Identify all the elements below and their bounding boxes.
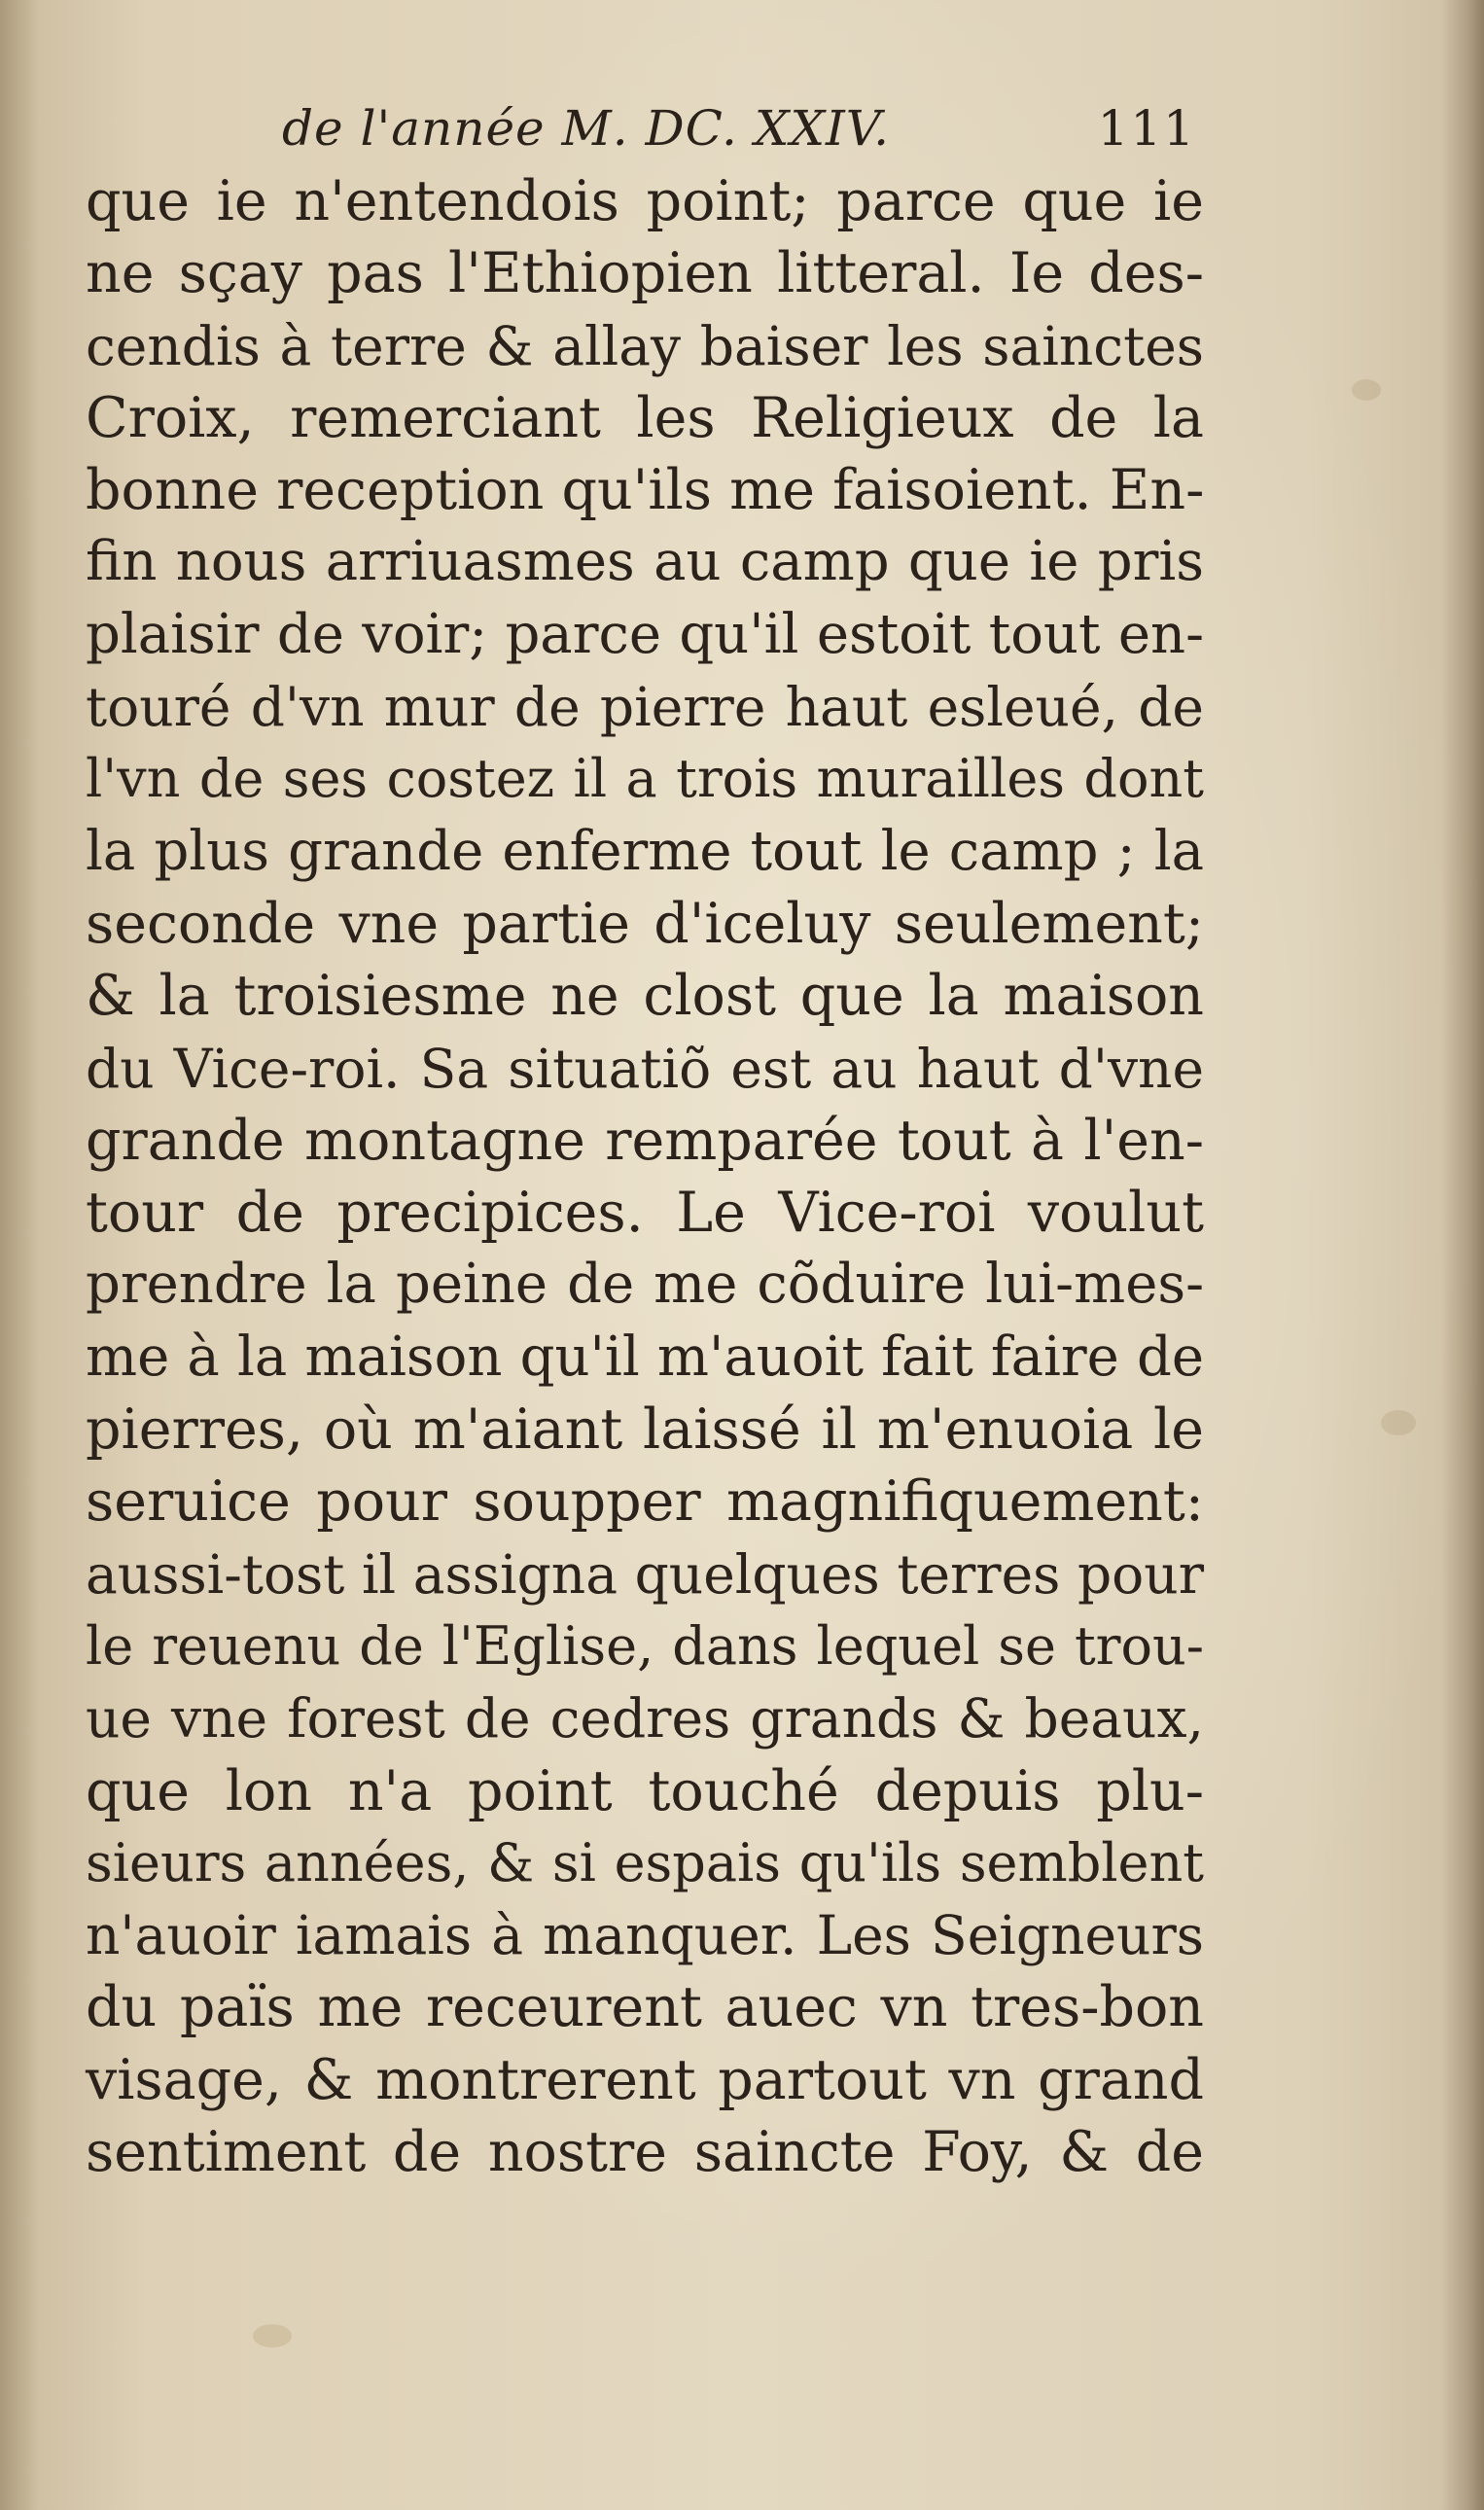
text-line: ne sçay pas l'Ethiopien litteral. Ie des- (86, 241, 1204, 306)
text-line: le reuenu de l'Eglise, dans lequel se trou- (86, 1614, 1204, 1677)
text-line: touré d'vn mur de pierre haut esleué, de (86, 676, 1204, 739)
text-line: cendis à terre & allay baiser les sainctes (86, 314, 1204, 377)
text-line: prendre la peine de me cõduire lui-mes- (86, 1253, 1204, 1317)
page-left-edge-shadow (0, 0, 39, 2510)
page-header (282, 89, 1196, 167)
text-line: visage, & montrerent partout vn grand (86, 2047, 1204, 2112)
text-line: ue vne forest de cedres grands & beaux, (86, 1687, 1204, 1750)
text-line: pierres, où m'aiant laissé il m'enuoia le (86, 1397, 1204, 1463)
foxing-spot (253, 2324, 292, 2348)
page-number: 111 (1097, 100, 1196, 157)
text-line: plaisir de voir; parce qu'il estoit tout en- (86, 602, 1204, 666)
text-line: grande montagne remparée tout à l'en- (86, 1108, 1204, 1173)
text-line: fin nous arriuasmes au camp que ie pris (86, 530, 1204, 594)
text-line: me à la maison qu'il m'auoit fait faire de (86, 1325, 1204, 1389)
foxing-spot (1352, 379, 1381, 401)
text-line: du Vice-roi. Sa situatiõ est au haut d'vne (86, 1037, 1204, 1100)
text-line: du païs me receurent auec vn tres-bon (86, 1975, 1204, 2040)
text-line: seruice pour soupper magnifiquement: (86, 1469, 1204, 1535)
text-line: que ie n'entendois point; parce que ie (86, 169, 1204, 233)
foxing-spot (1381, 1410, 1416, 1435)
text-line: sieurs années, & si espais qu'ils semblent (86, 1831, 1204, 1893)
text-line: tour de precipices. Le Vice-roi voulut (86, 1181, 1204, 1246)
text-line: Croix, remerciant les Religieux de la (86, 385, 1204, 450)
text-line: & la troisiesme ne clost que la maison (86, 964, 1204, 1029)
text-line: bonne reception qu'ils me faisoient. En- (86, 458, 1205, 523)
text-line: sentiment de nostre saincte Foy, & de (86, 2120, 1204, 2185)
page-right-edge-shadow (1441, 0, 1484, 2510)
text-line: la plus grande enferme tout le camp ; la (86, 819, 1204, 883)
text-line: aussi-tost il assigna quelques terres pour (86, 1542, 1204, 1606)
text-line: l'vn de ses costez il a trois murailles dont (86, 748, 1204, 810)
text-line: seconde vne partie d'iceluy seulement; (86, 891, 1204, 956)
text-line: que lon n'a point touché depuis plu- (86, 1758, 1204, 1823)
body-text (86, 165, 1204, 2188)
text-line: n'auoir iamais à manquer. Les Seigneurs (86, 1904, 1204, 1967)
running-title: de l'année M. DC. XXIV. (282, 100, 891, 157)
